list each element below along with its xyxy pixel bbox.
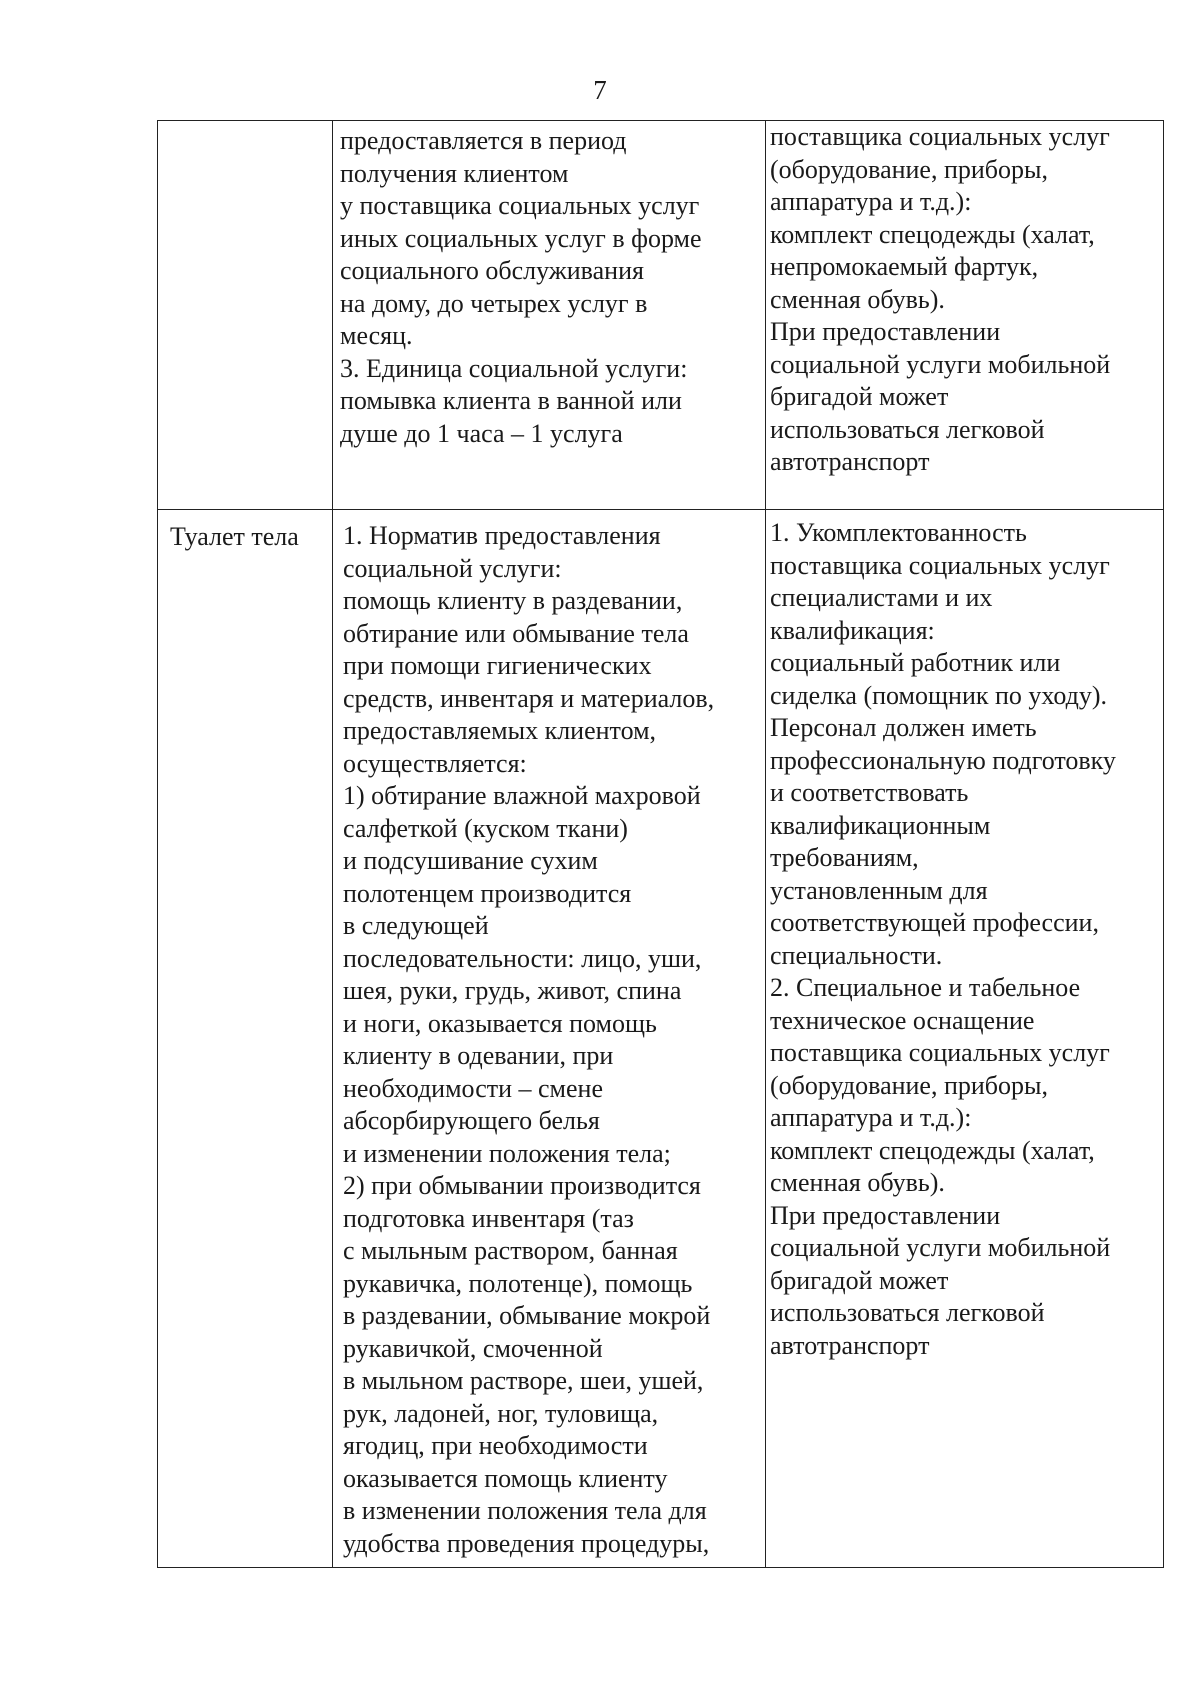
cell-text-line: ягодиц, при необходимости xyxy=(343,1431,648,1460)
cell-text-line: клиенту в одевании, при xyxy=(343,1041,614,1070)
cell-text-line: специальности. xyxy=(770,940,943,970)
cell-text-line: помощь клиенту в раздевании, xyxy=(343,586,683,615)
row-1-service-name-cell xyxy=(158,121,332,509)
cell-text-line: душе до 1 часа – 1 услуга xyxy=(340,418,623,448)
cell-text-line: и изменении положения тела; xyxy=(343,1138,671,1168)
cell-text-line: в мыльном растворе, шеи, ушей, xyxy=(343,1366,704,1395)
cell-text-line: абсорбирующего белья xyxy=(343,1106,600,1135)
row-1-conditions-cell xyxy=(770,121,1162,509)
cell-text-line: комплект спецодежды (халат, xyxy=(770,1135,1095,1165)
cell-text-line: и подсушивание сухим xyxy=(343,846,598,875)
cell-text-line: при помощи гигиенических xyxy=(343,651,652,680)
cell-text-line: автотранспорт xyxy=(770,1330,930,1360)
cell-text-line: необходимости – смене xyxy=(343,1073,603,1103)
cell-text-line: осуществляется: xyxy=(343,748,527,778)
cell-text-line: у поставщика социальных услуг xyxy=(340,191,700,220)
cell-text-line: последовательности: лицо, уши, xyxy=(343,943,702,973)
cell-text-line: 1. Норматив предоставления xyxy=(343,521,661,550)
cell-text-line: профессиональную подготовку xyxy=(770,745,1116,775)
cell-text-line: сменная обувь). xyxy=(770,1168,945,1197)
cell-text-line: социального обслуживания xyxy=(340,256,644,285)
cell-text-line: в изменении положения тела для xyxy=(343,1496,707,1525)
cell-text-line: обтирание или обмывание тела xyxy=(343,618,689,648)
page-number: 7 xyxy=(593,75,607,105)
column-divider xyxy=(332,121,333,1567)
cell-text-line: и соответствовать xyxy=(770,778,969,807)
cell-text-line: соответствующей профессии, xyxy=(770,908,1099,937)
cell-text-line: сиделка (помощник по уходу). xyxy=(770,680,1108,710)
row-2-service-name-cell xyxy=(158,509,332,554)
cell-text-line: поставщика социальных услуг xyxy=(770,550,1110,580)
cell-text-line: 2. Специальное и табельное xyxy=(770,973,1081,1002)
cell-text-line: использоваться легковой xyxy=(770,414,1045,444)
cell-text-line: помывка клиента в ванной или xyxy=(340,386,682,415)
cell-text-line: Персонал должен иметь xyxy=(770,713,1037,742)
cell-text-line: требованиям, xyxy=(770,843,919,872)
cell-text-line: поставщика социальных услуг xyxy=(770,122,1110,151)
cell-text-line: предоставляется в период xyxy=(340,126,627,155)
cell-text-line: бригадой может xyxy=(770,1265,949,1295)
cell-text-line: месяц. xyxy=(340,321,413,350)
cell-text-line: установленным для xyxy=(770,875,988,905)
cell-text-line: в раздевании, обмывание мокрой xyxy=(343,1301,711,1330)
cell-text-line: При предоставлении xyxy=(770,317,1001,346)
cell-text-line: (оборудование, приборы, xyxy=(770,1070,1049,1100)
cell-text-line: социальный работник или xyxy=(770,648,1061,677)
cell-text-line: средств, инвентаря и материалов, xyxy=(343,683,715,713)
cell-text-line: 1. Укомплектованность xyxy=(770,518,1027,547)
cell-text-line: иных социальных услуг в форме xyxy=(340,223,702,253)
cell-text-line: шея, руки, грудь, живот, спина xyxy=(343,976,682,1005)
cell-text-line: предоставляемых клиентом, xyxy=(343,716,657,745)
cell-text-line: квалификационным xyxy=(770,810,991,840)
cell-text-line: рукавичка, полотенце), помощь xyxy=(343,1268,693,1298)
cell-text-line: 3. Единица социальной услуги: xyxy=(340,353,688,383)
cell-text-line: 2) при обмывании производится xyxy=(343,1171,701,1200)
services-table xyxy=(157,120,1164,1568)
cell-text-line: с мыльным раствором, банная xyxy=(343,1236,678,1265)
cell-text-line: в следующей xyxy=(343,911,489,940)
cell-text-line: социальной услуги мобильной xyxy=(770,349,1111,379)
cell-text-line: социальной услуги мобильной xyxy=(770,1233,1111,1262)
cell-text-line: оказывается помощь клиенту xyxy=(343,1463,668,1493)
cell-text-line: автотранспорт xyxy=(770,447,930,476)
cell-text-line: рукавичкой, смоченной xyxy=(343,1333,603,1363)
cell-text-line: бригадой может xyxy=(770,382,949,411)
cell-text-line: удобства проведения процедуры, xyxy=(343,1528,710,1558)
cell-text-line: аппаратура и т.д.): xyxy=(770,1103,972,1132)
cell-text-line: (оборудование, приборы, xyxy=(770,154,1049,184)
cell-text-line: на дому, до четырех услуг в xyxy=(340,288,648,318)
cell-text-line: полотенцем производится xyxy=(343,878,632,908)
cell-text-line: техническое оснащение xyxy=(770,1005,1035,1035)
cell-text-line: поставщика социальных услуг xyxy=(770,1038,1110,1067)
row-2-standard-cell xyxy=(343,520,763,1560)
row-1-standard-cell xyxy=(340,125,760,505)
cell-text-line: использоваться легковой xyxy=(770,1298,1045,1327)
cell-text-line: 1) обтирание влажной махровой xyxy=(343,781,701,810)
cell-text-line: социальной услуги: xyxy=(343,553,562,583)
cell-text-line: салфеткой (куском ткани) xyxy=(343,813,628,843)
cell-text-line: и ноги, оказывается помощь xyxy=(343,1008,657,1038)
cell-text-line: При предоставлении xyxy=(770,1200,1001,1230)
cell-text-line: квалификация: xyxy=(770,615,935,645)
cell-text-line: комплект спецодежды (халат, xyxy=(770,219,1095,249)
service-name: Туалет тела xyxy=(170,522,299,551)
cell-text-line: аппаратура и т.д.): xyxy=(770,187,972,216)
cell-text-line: получения клиентом xyxy=(340,158,569,188)
cell-text-line: специалистами и их xyxy=(770,583,993,612)
cell-text-line: рук, ладоней, ног, туловища, xyxy=(343,1398,659,1428)
row-2-conditions-cell xyxy=(770,517,1162,1362)
cell-text-line: сменная обувь). xyxy=(770,284,945,314)
column-divider xyxy=(765,121,766,1567)
cell-text-line: непромокаемый фартук, xyxy=(770,252,1039,281)
cell-text-line: подготовка инвентаря (таз xyxy=(343,1203,634,1233)
